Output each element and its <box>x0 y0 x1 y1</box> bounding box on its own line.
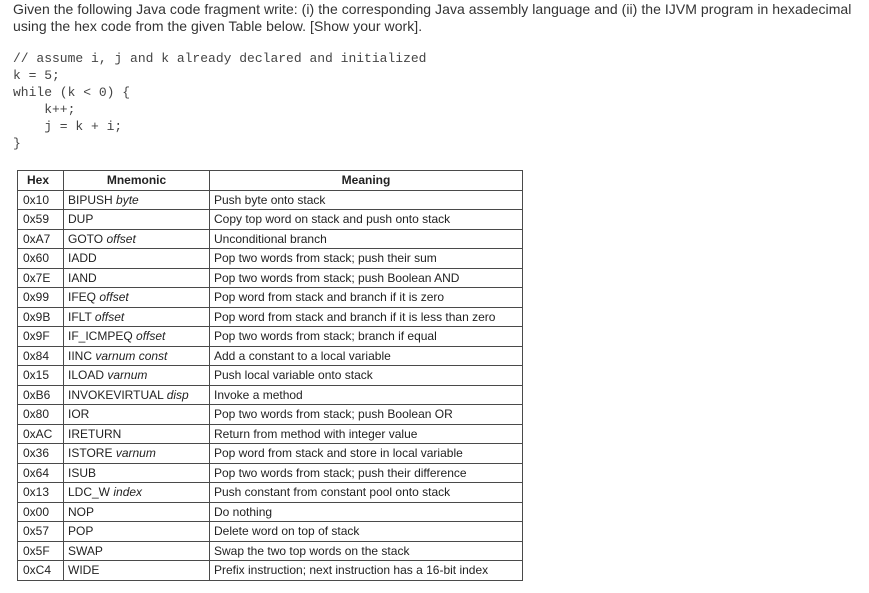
table-row <box>18 229 523 249</box>
code-line: k = 5; <box>13 68 60 83</box>
meaning-cell: Pop two words from stack; branch if equal <box>210 327 523 347</box>
meaning-cell: Return from method with integer value <box>210 424 523 444</box>
mnemonic-op: IAND <box>68 270 97 285</box>
mnemonic-op: IFLT <box>68 309 92 324</box>
meaning-cell: Push byte onto stack <box>210 190 523 210</box>
table-row <box>18 463 523 483</box>
mnemonic-cell <box>64 444 210 464</box>
table-row <box>18 190 523 210</box>
hex-cell: 0x60 <box>18 249 64 269</box>
table-row <box>18 541 523 561</box>
meaning-cell: Pop two words from stack; push their difference <box>210 463 523 483</box>
meaning-cell: Prefix instruction; next instruction has a 16-bit index <box>210 561 523 581</box>
table-row <box>18 405 523 425</box>
mnemonic-operand: index <box>113 485 143 500</box>
mnemonic-op: ISUB <box>68 465 97 480</box>
mnemonic-cell <box>64 424 210 444</box>
mnemonic-op: BIPUSH <box>68 192 113 207</box>
table-row <box>18 307 523 327</box>
mnemonic-cell <box>64 463 210 483</box>
code-line: // assume i, j and k already declared and initialized <box>13 51 427 66</box>
mnemonic-cell <box>64 229 210 249</box>
mnemonic-operand: varnum const <box>95 348 168 363</box>
table-header-row <box>18 171 523 191</box>
mnemonic-op: NOP <box>68 504 95 519</box>
hex-cell: 0x84 <box>18 346 64 366</box>
code-line: k++; <box>13 102 76 117</box>
mnemonic-op: ISTORE <box>68 446 113 461</box>
meaning-cell: Push constant from constant pool onto stack <box>210 483 523 503</box>
mnemonic-op: IOR <box>68 407 90 422</box>
meaning-cell: Pop word from stack and branch if it is less than zero <box>210 307 523 327</box>
table-row <box>18 249 523 269</box>
mnemonic-operand: varnum <box>107 368 148 383</box>
mnemonic-cell <box>64 405 210 425</box>
table-row <box>18 522 523 542</box>
hex-cell: 0x80 <box>18 405 64 425</box>
hex-cell: 0x64 <box>18 463 64 483</box>
header-hex: Hex <box>18 171 64 191</box>
code-line: } <box>13 136 21 151</box>
meaning-cell: Pop two words from stack; push Boolean OR <box>210 405 523 425</box>
hex-cell: 0x9B <box>18 307 64 327</box>
java-code-block <box>13 50 426 152</box>
meaning-cell: Pop two words from stack; push their sum <box>210 249 523 269</box>
mnemonic-cell <box>64 307 210 327</box>
mnemonic-cell <box>64 268 210 288</box>
mnemonic-cell <box>64 249 210 269</box>
mnemonic-op: IFEQ <box>68 290 97 305</box>
mnemonic-cell <box>64 385 210 405</box>
hex-cell: 0x7E <box>18 268 64 288</box>
table-row <box>18 210 523 230</box>
mnemonic-operand: varnum <box>115 446 156 461</box>
mnemonic-cell <box>64 522 210 542</box>
meaning-cell: Do nothing <box>210 502 523 522</box>
mnemonic-op: IADD <box>68 251 97 266</box>
code-line: j = k + i; <box>13 119 123 134</box>
mnemonic-op: INVOKEVIRTUAL <box>68 387 164 402</box>
hex-cell: 0xAC <box>18 424 64 444</box>
table-row <box>18 444 523 464</box>
meaning-cell: Unconditional branch <box>210 229 523 249</box>
mnemonic-op: ILOAD <box>68 368 105 383</box>
meaning-cell: Copy top word on stack and push onto stack <box>210 210 523 230</box>
hex-cell: 0x15 <box>18 366 64 386</box>
meaning-cell: Pop word from stack and branch if it is zero <box>210 288 523 308</box>
question-text: Given the following Java code fragment write: (i) the corresponding Java assembly language and (ii) the IJVM program in hexadecimal using the hex code from the given Table below. [Show your work]. <box>13 1 852 34</box>
ijvm-instruction-table <box>17 170 523 581</box>
mnemonic-op: GOTO <box>68 231 104 246</box>
mnemonic-operand: disp <box>166 387 189 402</box>
meaning-cell: Invoke a method <box>210 385 523 405</box>
header-meaning: Meaning <box>210 171 523 191</box>
mnemonic-op: WIDE <box>68 563 100 578</box>
mnemonic-cell <box>64 190 210 210</box>
table-row <box>18 346 523 366</box>
mnemonic-cell <box>64 210 210 230</box>
hex-cell: 0xA7 <box>18 229 64 249</box>
mnemonic-op: IRETURN <box>68 426 122 441</box>
table-row <box>18 366 523 386</box>
mnemonic-cell <box>64 561 210 581</box>
meaning-cell: Add a constant to a local variable <box>210 346 523 366</box>
meaning-cell: Push local variable onto stack <box>210 366 523 386</box>
hex-cell: 0x00 <box>18 502 64 522</box>
code-line: while (k < 0) { <box>13 85 131 100</box>
table-row <box>18 424 523 444</box>
mnemonic-cell <box>64 483 210 503</box>
meaning-cell: Swap the two top words on the stack <box>210 541 523 561</box>
hex-cell: 0x13 <box>18 483 64 503</box>
meaning-cell: Pop word from stack and store in local variable <box>210 444 523 464</box>
hex-cell: 0x57 <box>18 522 64 542</box>
hex-cell: 0x10 <box>18 190 64 210</box>
table-row <box>18 288 523 308</box>
hex-cell: 0x9F <box>18 327 64 347</box>
table-row <box>18 561 523 581</box>
mnemonic-operand: offset <box>136 329 166 344</box>
table-row <box>18 385 523 405</box>
table-row <box>18 483 523 503</box>
mnemonic-op: IF_ICMPEQ <box>68 329 133 344</box>
mnemonic-op: LDC_W <box>68 485 111 500</box>
header-mnemonic: Mnemonic <box>64 171 210 191</box>
mnemonic-cell <box>64 327 210 347</box>
table-row <box>18 268 523 288</box>
mnemonic-op: DUP <box>68 212 94 227</box>
mnemonic-operand: byte <box>116 192 139 207</box>
mnemonic-cell <box>64 541 210 561</box>
hex-cell: 0x59 <box>18 210 64 230</box>
mnemonic-op: SWAP <box>68 543 103 558</box>
hex-cell: 0x36 <box>18 444 64 464</box>
mnemonic-operand: offset <box>99 290 129 305</box>
mnemonic-operand: offset <box>94 309 125 324</box>
meaning-cell: Pop two words from stack; push Boolean AND <box>210 268 523 288</box>
mnemonic-op: POP <box>68 524 94 539</box>
hex-cell: 0xB6 <box>18 385 64 405</box>
mnemonic-op: IINC <box>68 348 92 363</box>
mnemonic-cell <box>64 346 210 366</box>
mnemonic-operand: offset <box>106 231 136 246</box>
table-row <box>18 502 523 522</box>
hex-cell: 0x5F <box>18 541 64 561</box>
mnemonic-cell <box>64 288 210 308</box>
meaning-cell: Delete word on top of stack <box>210 522 523 542</box>
mnemonic-cell <box>64 502 210 522</box>
mnemonic-cell <box>64 366 210 386</box>
hex-cell: 0x99 <box>18 288 64 308</box>
hex-cell: 0xC4 <box>18 561 64 581</box>
table-row <box>18 327 523 347</box>
